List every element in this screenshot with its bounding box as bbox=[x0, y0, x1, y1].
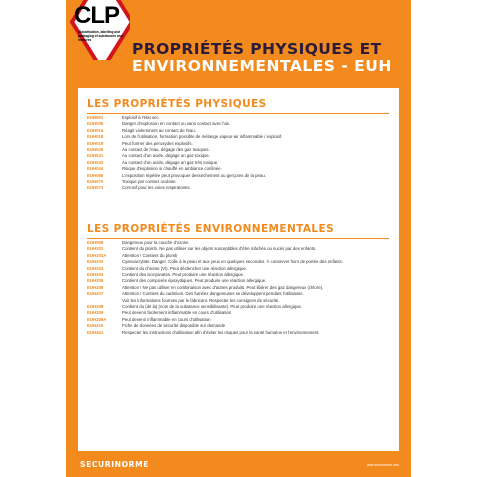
euh-description: Cyanoacrylate. Danger. Colle à la peau et aux yeux en quelques secondes. À conserver hors de portée des enfants. bbox=[122, 259, 343, 265]
logo-text: CLP bbox=[74, 2, 119, 29]
euh-description: Attention ! Ne pas utiliser en combinaison avec d'autres produits. Peut libérer des gaz dangereux (chlore). bbox=[122, 284, 324, 290]
euh-code: EUH031 bbox=[87, 153, 104, 159]
euh-description: Fiche de données de sécurité disponible sur demande bbox=[122, 323, 226, 329]
euh-code: EUH019 bbox=[87, 140, 104, 146]
euh-description: L'exposition répétée peut provoquer dessèchement ou gerçures de la peau. bbox=[122, 172, 266, 178]
euh-description: Au contact de l'eau, dégage des gaz toxiques. bbox=[122, 147, 210, 153]
euh-description: Dangereux pour la couche d'ozone bbox=[122, 240, 189, 245]
clp-logo bbox=[66, 0, 130, 60]
euh-code: EUH203 bbox=[87, 265, 104, 271]
euh-code: EUH208 bbox=[87, 304, 104, 310]
page-title bbox=[132, 41, 411, 75]
environmental-properties-list bbox=[87, 240, 392, 336]
euh-code: EUH029 bbox=[87, 147, 104, 153]
euh-description: Peut former des peroxydes explosifs. bbox=[122, 140, 193, 146]
euh-description: Au contact d'un acide, dégage un gaz toxique. bbox=[122, 153, 211, 159]
table-row bbox=[87, 185, 392, 191]
euh-code: EUH209 bbox=[87, 310, 104, 316]
euh-code: EUH032 bbox=[87, 159, 104, 165]
poster bbox=[66, 0, 411, 477]
euh-code: EUH044 bbox=[87, 166, 104, 172]
euh-description: Voir les informations fournies par le fabricant. Respecter les consignes de sécurité. bbox=[122, 297, 280, 303]
footer-brand: SECURINORME bbox=[80, 460, 150, 469]
euh-description: Contient des isocyanates. Peut produire une réaction allergique. bbox=[122, 272, 245, 278]
section-heading-physical: LES PROPRIÉTÉS PHYSIQUES bbox=[87, 98, 267, 110]
euh-description: Toxique par contact oculaire. bbox=[122, 179, 177, 185]
euh-code: EUH071 bbox=[87, 185, 104, 191]
section-heading-environmental: LES PROPRIÉTÉS ENVIRONNEMENTALES bbox=[87, 223, 335, 235]
euh-description: Respecter les instructions d'utilisation afin d'éviter les risques pour la santé humaine et l'environnement. bbox=[122, 329, 320, 335]
euh-code: EUH401 bbox=[87, 329, 104, 335]
euh-code: EUH018 bbox=[87, 134, 104, 140]
content-panel bbox=[78, 88, 399, 451]
euh-code: EUH202 bbox=[87, 259, 104, 265]
euh-description: Au contact d'un acide, dégage un gaz très toxique. bbox=[122, 159, 219, 165]
euh-description: Explosif à l'état sec. bbox=[122, 115, 160, 120]
euh-code: EUH209A bbox=[87, 316, 107, 322]
euh-description: Contient du chrome (VI). Peut déclencher une réaction allergique. bbox=[122, 265, 247, 271]
euh-description: Risque d'explosion si chauffé en ambiance confinée. bbox=[122, 166, 222, 172]
title-line-1: PROPRIÉTÉS PHYSIQUES ET bbox=[132, 40, 382, 58]
euh-code: EUH201 bbox=[87, 246, 104, 252]
euh-description: Peut devenir inflammable en cours d'utilisation bbox=[122, 316, 211, 322]
euh-code: EUH070 bbox=[87, 179, 104, 185]
title-line-2: ENVIRONNEMENTALES - EUH bbox=[132, 57, 392, 75]
euh-code: EUH206 bbox=[87, 284, 104, 290]
euh-code: EUH210 bbox=[87, 323, 104, 329]
euh-description: Peut devenir facilement inflammable en cours d'utilisation bbox=[122, 310, 232, 316]
euh-description: Lors de l'utilisation, formation possible de mélange vapeur-air inflammable / explosif. bbox=[122, 134, 283, 140]
euh-code: EUH066 bbox=[87, 172, 104, 178]
euh-code: EUH204 bbox=[87, 272, 104, 278]
table-row bbox=[87, 330, 392, 336]
footer-url: www.securinorme.com bbox=[366, 463, 399, 467]
euh-description: Attention ! Contient du cadmium. Des fumées dangereuses se développent pendant l'utilisation. bbox=[122, 291, 304, 297]
euh-code: EUH001 bbox=[87, 115, 104, 120]
euh-description: Contient du plomb. Ne pas utiliser sur les objets susceptibles d'être mâchés ou sucés par des enfants. bbox=[122, 246, 317, 252]
logo-subtext: Classification, labelling and packaging of substances and mixtures bbox=[78, 30, 123, 42]
euh-code: EUH205 bbox=[87, 278, 104, 284]
euh-description: Danger d'explosion en contact ou sans contact avec l'air. bbox=[122, 121, 230, 127]
euh-code: EUH207 bbox=[87, 291, 104, 297]
euh-code: EUH006 bbox=[87, 121, 104, 127]
section-divider bbox=[87, 238, 389, 239]
euh-description: Corrosif pour les voies respiratoires. bbox=[122, 185, 191, 191]
euh-code: EUH201A bbox=[87, 252, 107, 258]
euh-description: Réagit violemment au contact de l'eau. bbox=[122, 127, 196, 133]
euh-code: EUH014 bbox=[87, 127, 104, 133]
physical-properties-list bbox=[87, 115, 392, 192]
section-divider bbox=[87, 113, 389, 114]
euh-description: Contient des composés époxydiques. Peut produire une réaction allergique. bbox=[122, 278, 267, 284]
euh-code: EUH059 bbox=[87, 240, 104, 245]
euh-description: Attention ! Contient du plomb bbox=[122, 252, 178, 258]
euh-description: Contient du (de la) (nom de la substance sensibilisante). Peut produire une réaction allergique. bbox=[122, 304, 303, 310]
